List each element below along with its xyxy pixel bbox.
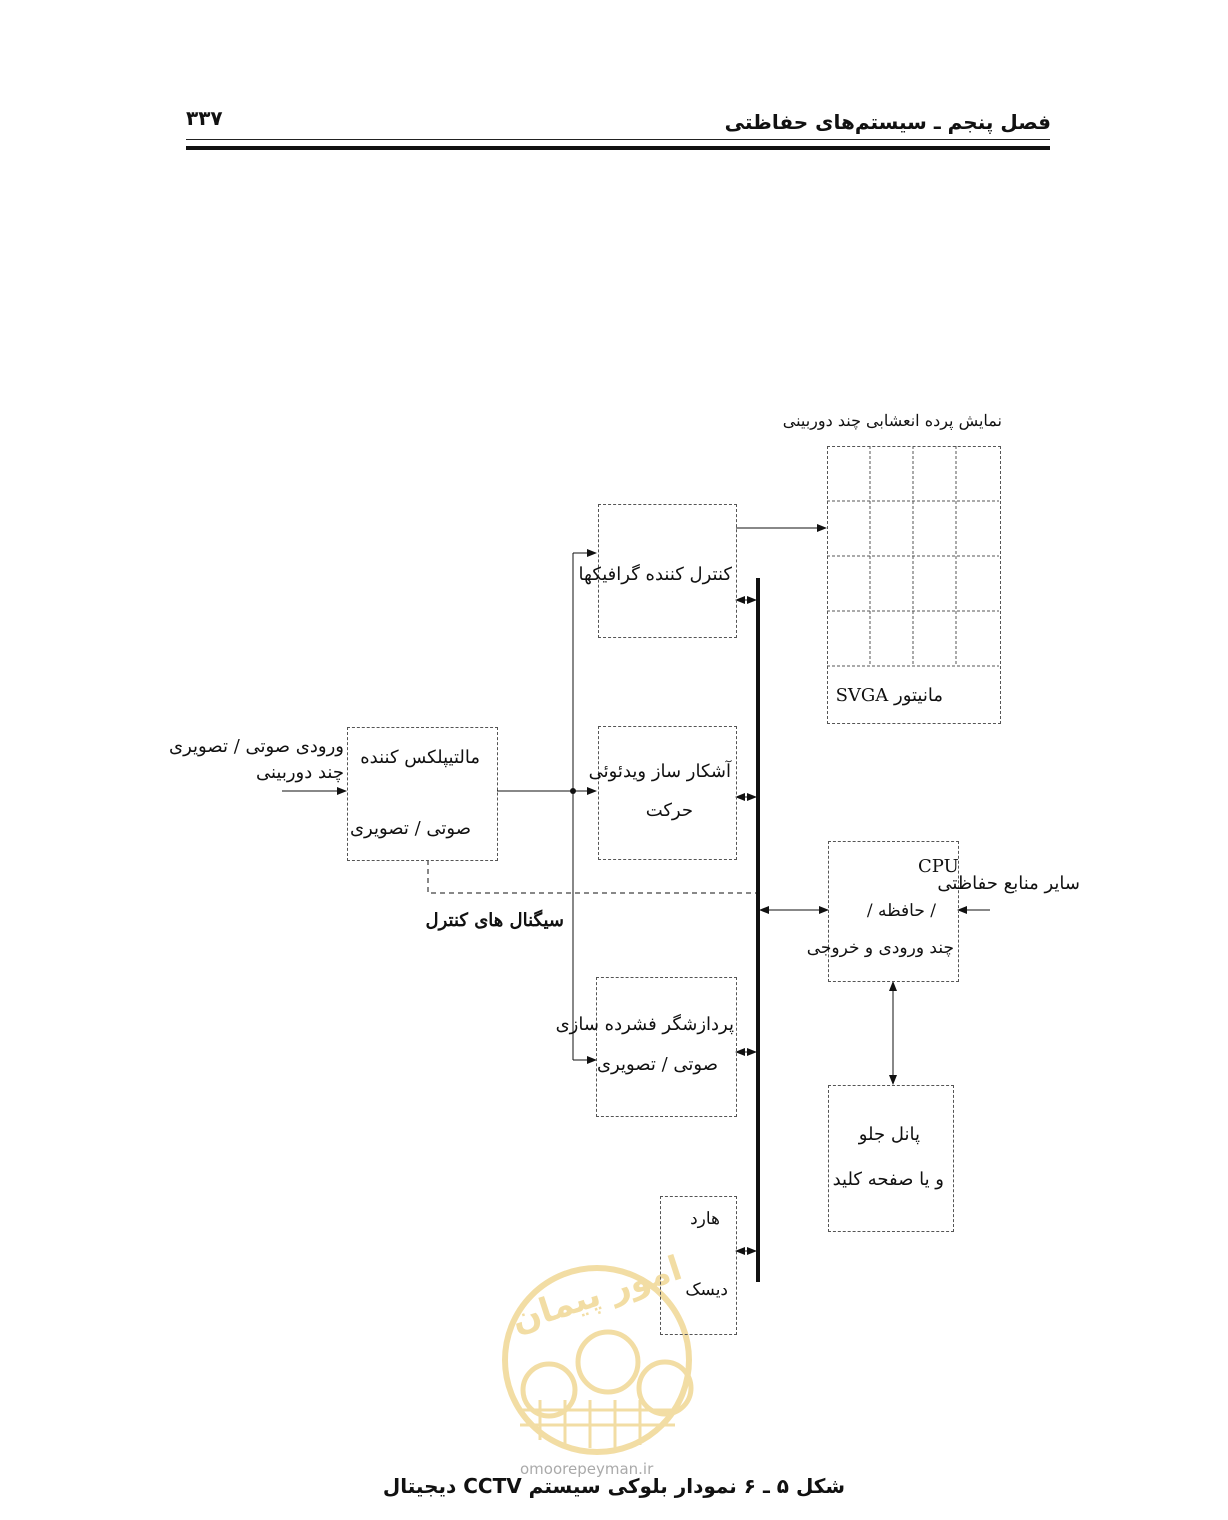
front-panel-label: پانل جلو [858,1124,920,1145]
compression-label-2: صوتی / تصویری [596,1054,718,1075]
monitor-box [827,446,1001,724]
cpu-label-2: / حافظه / [866,901,936,921]
figure-caption: شکل ۵ ـ ۶ نمودار بلوکی سیستم CCTV دیجیتال [382,1474,846,1498]
harddisk-label-2: دیسک [685,1280,728,1300]
motion-detector-box [598,726,737,860]
front-panel-box [828,1085,954,1232]
monitor-grid-title: نمایش پرده انعشابی چند دوربینی [782,411,1002,430]
motion-detector-label-2: حرکت [645,800,693,821]
multiplexer-label: مالتیپلکس کننده [360,747,480,768]
control-signals-label: سیگنال های کنترل [425,910,564,931]
compression-label: پردازشگر فشرده سازی [555,1014,734,1035]
motion-detector-label: آشکار ساز ویدئوئی [588,761,731,782]
compression-processor-box [596,977,737,1117]
watermark-gear-left [523,1364,575,1416]
cpu-label: CPU [918,856,959,877]
watermark-url: omoorepeyman.ir [520,1460,654,1478]
watermark-grid [520,1400,675,1448]
harddisk-label: هارد [690,1209,720,1229]
control-signal-line [428,860,756,893]
monitor-label: مانیتور SVGA [835,685,943,706]
camera-input-label-2: چند دوربینی [255,762,344,783]
multiplexer-label-2: صوتی / تصویری [349,818,471,839]
other-sources-label: سایر منابع حفاظتی [937,873,1080,894]
watermark-logo-text: امور پیمان [506,1248,687,1341]
watermark-gear-middle [578,1332,638,1392]
front-panel-label-2: و یا صفحه کلید [832,1169,944,1190]
cpu-label-3: چند ورودی و خروجی [806,938,954,958]
camera-input-label: ورودی صوتی / تصویری [169,736,344,757]
chapter-title: فصل پنجم ـ سیستم‌های حفاظتی [724,110,1051,134]
graphics-controller-label: کنترل کننده گرافیکها [578,564,732,585]
page-number: ۳۳۷ [186,106,223,130]
